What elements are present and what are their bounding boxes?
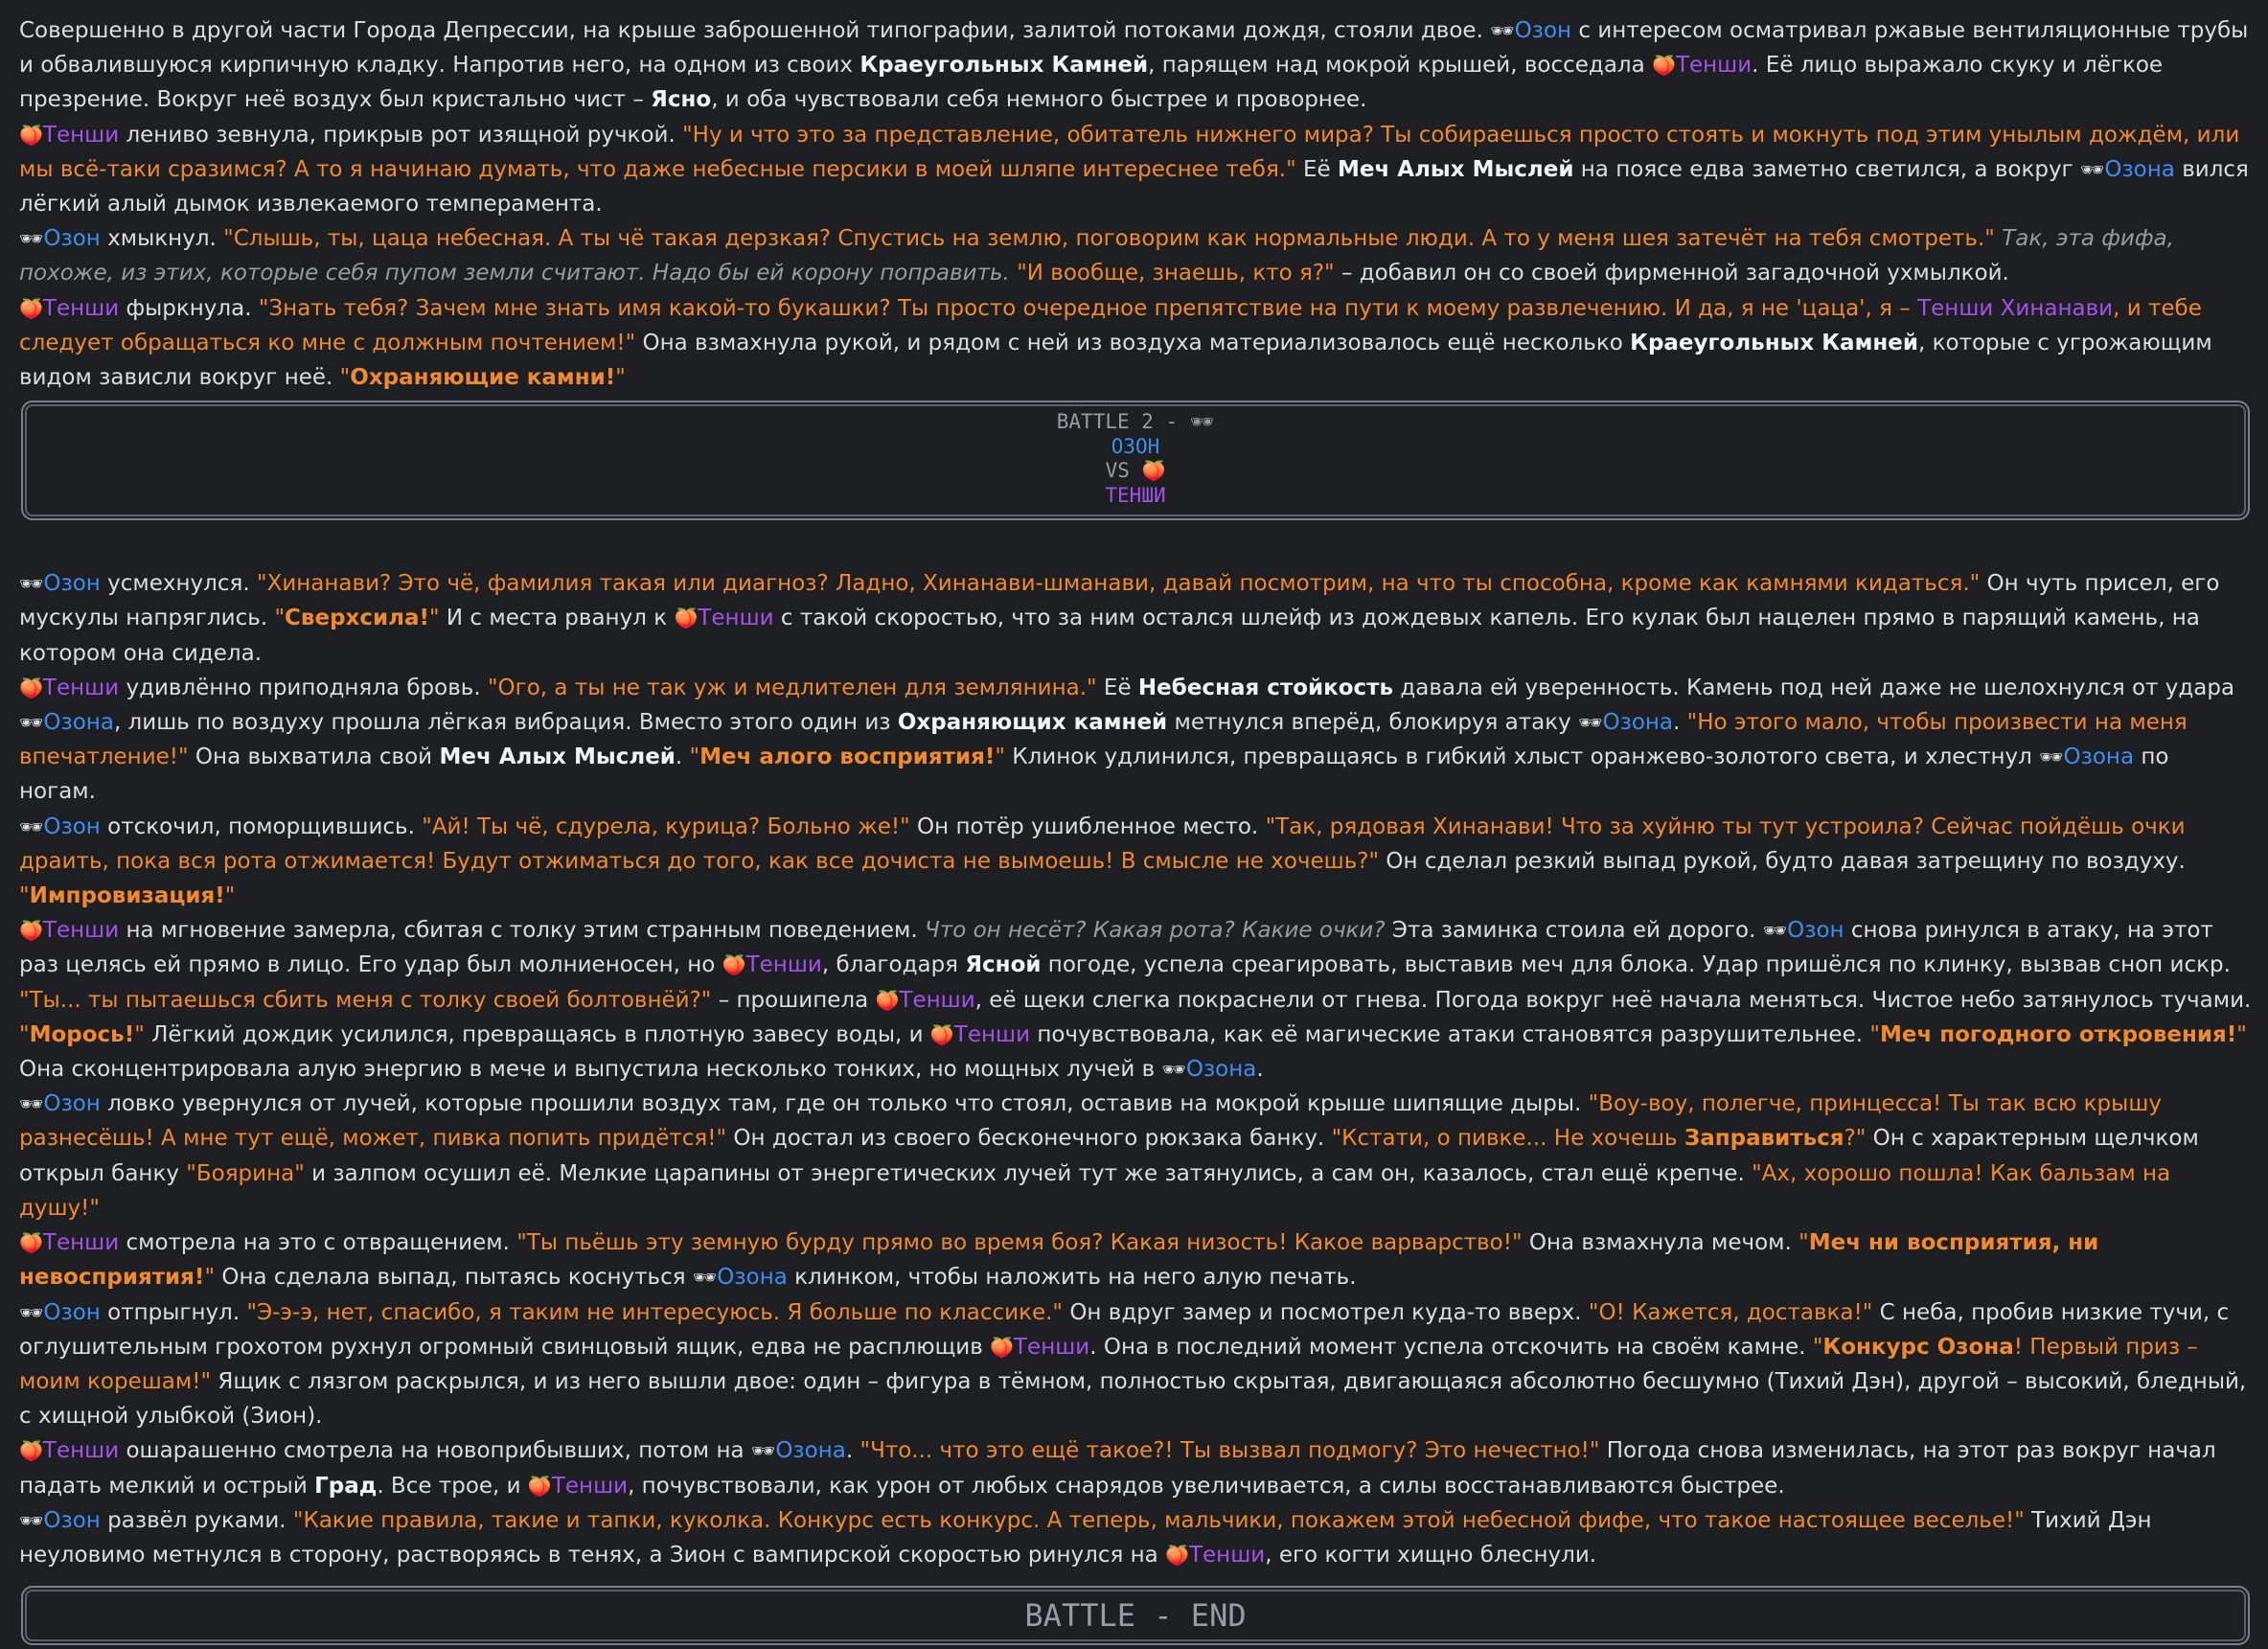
dialogue: " [428,606,440,631]
character-fullname-tenshi: Тенши Хинанави [1917,295,2114,321]
spacer [19,524,2252,566]
sunglasses-icon: 🕶 [19,1508,44,1532]
character-name-tenshi: Тенши [42,1438,120,1464]
narration: Она взмахнула рукой, и рядом с ней из воздуха материализовалось ещё несколько [635,330,1631,355]
dialogue: "Какие правила, такие и тапки, куколка. Конкурс есть конкурс. А теперь, мальчики, покажем этой небесной фифе, что такое настоящее веселье!" [292,1507,2025,1533]
narration: . Её лицо выражало скуку и лёгкое презрение. Вокруг неё воздух был кристально чист – [19,53,2164,113]
narration: Он сделал резкий выпад рукой, будто давая затрещину по воздуху. [1379,848,2186,874]
battle-title: BATTLE 2 - [1056,410,1190,434]
narration: С неба, пробив низкие тучи, с оглушительным грохотом рухнул огромный свинцовый ящик, едва не расплющив [19,1299,2230,1360]
ability-name: Меч Алых Мыслей [1338,156,1574,182]
narration: Лёгкий дождик усилился, превращаясь в плотную завесу воды, и [144,1021,930,1047]
peach-icon: 🍑 [929,1022,954,1046]
narration: удивлённо приподняла бровь. [119,675,488,700]
character-name-ozon: Озона [1602,710,1674,736]
character-name-ozon: Озон [43,1299,101,1325]
narration: , которые с угрожающим видом зависли вокруг неё. [19,330,2212,391]
narration: , и оба чувствовали себя немного быстрее и проворнее. [711,87,1367,113]
character-name-ozon: Озон [43,1091,101,1117]
dialogue: "Но этого мало, чтобы произвести на меня впечатление!" [19,710,2188,770]
character-name-ozon: Озон [43,226,101,252]
dialogue: " [19,1021,30,1047]
dialogue: " [2236,1021,2247,1047]
narration: , почувствовали, как урон от любых снарядов увеличивается, а силы восстанавливаются быстрее. [628,1473,1785,1499]
battle-end-banner [21,1586,2250,1645]
dialogue: "Ай! Ты чё, сдурела, курица? Больно же!" [422,813,910,839]
sunglasses-icon: 🕶 [1578,711,1603,735]
battle-start-banner [21,401,2250,520]
ability-name: Краеугольных Камней [859,53,1149,79]
dialogue: "Ах, хорошо пошла! Как бальзам на душу!" [19,1160,2171,1221]
narration: Ящик с лязгом раскрылся, и из него вышли двое: один – фигура в тёмном, полностью скрытая, двигающаяся абсолютно бесшумно (Тихий Дэн), другой – высокий, бледный, с хищной улыбкой (Зион). [19,1368,2247,1430]
story-paragraph [19,1225,2252,1294]
skill-callout: Меч ни восприятия, ни невосприятия! [19,1230,2099,1291]
skill-callout: Сверхсила! [285,606,429,631]
narration: . [1673,710,1687,736]
character-name-tenshi: Тенши [42,122,120,148]
story-paragraph [19,671,2252,810]
narration: Он с характерным щелчком открыл банку [19,1126,2199,1186]
skill-callout: Импровизация! [29,883,225,909]
story-paragraph [19,1087,2252,1225]
peach-icon: 🍑 [19,296,43,320]
dialogue: "Ого, а ты не так уж и медлителен для землянина." [487,675,1097,700]
narration: Погода снова изменилась, на этот раз вокруг начал падать мелкий и острый [19,1438,2216,1499]
character-name-ozon: Озона [2104,156,2175,182]
peach-icon: 🍑 [1141,459,1166,483]
story-paragraph [19,810,2252,914]
character-name-tenshi: Тенши [42,1230,120,1256]
battle-fighter-ozon: ОЗОН [1111,434,1160,458]
narration: – добавил он со своей фирменной загадочной ухмылкой. [1334,261,2009,286]
narration: , парящем над мокрой крышей, восседала [1148,53,1653,79]
peach-icon: 🍑 [19,676,43,699]
skill-callout: Меч алого восприятия! [699,744,996,770]
character-name-ozon: Озон [1787,918,1844,944]
sunglasses-icon: 🕶 [19,711,44,735]
narration: смотрела на это с отвращением. [119,1230,517,1256]
narration: клинком, чтобы наложить на него алую печать. [787,1265,1357,1291]
battle-fighter-tenshi: ТЕНШИ [1105,483,1166,507]
dialogue: " [615,365,626,391]
character-name-tenshi: Тенши [899,987,975,1013]
character-name-tenshi: Тенши [42,295,120,321]
peach-icon: 🍑 [875,988,900,1012]
narration: Он потёр ушибленное место. [909,813,1266,839]
narration: по ногам. [19,744,2169,805]
narration: Он вдруг замер и посмотрел куда-то вверх. [1063,1299,1589,1325]
sunglasses-icon: 🕶 [19,1300,44,1324]
character-name-tenshi: Тенши [42,675,120,700]
ability-name: Меч Алых Мыслей [439,744,676,770]
dialogue: ?" [1844,1126,1867,1152]
peach-icon: 🍑 [19,1439,43,1463]
character-name-ozon: Озона [1185,1057,1257,1083]
battle-vs: VS [1105,459,1142,483]
dialogue: " [19,883,30,909]
narration: давала ей уверенность. Камень под ней даже не шелохнулся от удара [1393,675,2235,700]
narration: снова ринулся в атаку, на этот раз целясь ей прямо в лицо. Его удар был молниеносен, но [19,918,2213,978]
chat-log [19,13,2252,1649]
narration: Она выхватила свой [188,744,440,770]
skill-callout: Конкурс Озона [1822,1334,2014,1360]
sunglasses-icon: 🕶 [1762,919,1788,943]
sunglasses-icon: 🕶 [2079,157,2105,181]
narration: Она сделала выпад, пытаясь коснуться [215,1265,693,1291]
ability-name: Охраняющих камней [897,710,1168,736]
narration: – прошипела [711,987,876,1013]
dialogue: " [274,606,286,631]
dialogue: "Воу-воу, полегче, принцесса! Ты так всю крышу разнесёшь! А мне тут ещё, может, пивка попить придётся!" [19,1091,2162,1152]
dialogue: " [1798,1230,1809,1256]
dialogue: "Ну и что это за представление, обитатель нижнего мира? Ты собираешься просто стоять и мокнуть под этим унылым дождём, или мы всё-таки сразимся? А то я начинаю думать, что даже небесные персики в моей шляпе интереснее тебя." [19,122,2240,182]
dialogue: " [339,365,351,391]
character-name-tenshi: Тенши [745,952,822,978]
narration: . [1256,1057,1264,1083]
ability-name: Ясно [651,87,712,113]
narration: , лишь по воздуху прошла лёгкая вибрация. Вместо этого один из [113,710,898,736]
narration: Эта заминка стоила ей дорого. [1385,918,1763,944]
ability-name: Град [314,1473,378,1499]
ability-name: Краеугольных Камней [1630,330,1918,355]
dialogue: "Хинанави? Это чё, фамилия такая или диагноз? Ладно, Хинанави-шманави, давай посмотрим, на что ты способна, кроме как камнями кидаться." [256,571,1981,597]
dialogue: "Боярина" [186,1160,305,1186]
narration: фыркнула. [119,295,259,321]
battle-vs-line [23,459,2248,484]
character-name-ozon: Озона [775,1438,846,1464]
dialogue: "Э-э-э, нет, спасибо, я таким не интересуюсь. Я больше по классике." [246,1299,1064,1325]
dialogue: ! Первый приз – моим корешам!" [19,1334,2198,1394]
dialogue: " [134,1021,145,1047]
sunglasses-icon: 🕶 [2039,745,2064,769]
character-name-tenshi: Тенши [1014,1334,1090,1360]
story-part-1 [19,13,2252,395]
narration: метнулся вперёд, блокируя атаку [1167,710,1579,736]
dialogue: " [1869,1021,1880,1047]
story-paragraph [19,13,2252,118]
dialogue: "И вообще, знаешь, кто я?" [1017,261,1335,286]
peach-icon: 🍑 [1652,54,1676,78]
narration: и залпом осушил её. Мелкие царапины от энергетических лучей тут же затянулись, а сам он, казалось, стал ещё крепче. [304,1160,1753,1186]
skill-callout: Охраняющие камни! [350,365,616,391]
narration: на мгновение замерла, сбитая с толку этим странным поведением. [119,918,926,944]
thought: Что он несёт? Какая рота? Какие очки? [925,918,1386,944]
dialogue: " [204,1265,216,1291]
dialogue: "Так, рядовая Хинанави! Что за хуйню ты тут устроила? Сейчас пойдёшь очки драить, пока вся рота отжимается! Будут отжиматься до того, как все дочиста не вымоешь! В смысле не хочешь?" [19,813,2186,874]
peach-icon: 🍑 [19,123,43,147]
dialogue: " [224,883,236,909]
skill-callout: Меч погодного откровения! [1879,1021,2237,1047]
character-name-tenshi: Тенши [1188,1542,1266,1568]
narration: отскочил, поморщившись. [100,813,423,839]
skill-callout: Морось! [29,1021,135,1047]
narration: , её щеки слегка покраснели от гнева. Погода вокруг неё начала меняться. Чистое небо затянулось тучами. [974,987,2252,1013]
story-paragraph [19,1433,2252,1502]
peach-icon: 🍑 [990,1335,1014,1359]
dialogue: "Кстати, о пивке... Не хочешь [1331,1126,1684,1152]
dialogue: "Ты пьёшь эту земную бурду прямо во время боя? Какая низость! Какое варварство!" [516,1230,1523,1256]
battle-end-label: BATTLE - END [1024,1597,1247,1635]
character-name-ozon: Озона [43,710,114,736]
story-paragraph [19,221,2252,290]
story-paragraph [19,566,2252,671]
dialogue: , и тебе следует обращаться ко мне с должным почтением!" [19,295,2202,355]
story-paragraph [19,913,2252,982]
sunglasses-icon: 🕶 [1490,19,1515,42]
thought: Так, эта фифа, похоже, из этих, которые себя пупом земли считают. Надо бы ей корону поправить. [19,226,2174,286]
narration: Её [1295,156,1338,182]
character-name-ozon: Озона [717,1265,788,1291]
narration: Она сконцентрировала алую энергию в мече и выпустила несколько тонких, но мощных лучей в [19,1057,1162,1083]
sunglasses-icon: 🕶 [1161,1058,1186,1082]
narration: на поясе едва заметно светился, а вокруг [1573,156,2080,182]
narration: И с места рванул к [439,606,675,631]
narration: . Все трое, и [377,1473,528,1499]
ability-name: Небесная стойкость [1137,675,1394,700]
story-paragraph [19,1503,2252,1572]
story-paragraph [19,1295,2252,1434]
narration: , благодаря [821,952,966,978]
ability-name: Ясной [965,952,1042,978]
narration: ошарашенно смотрела на новоприбывших, потом на [119,1438,751,1464]
peach-icon: 🍑 [527,1474,552,1498]
dialogue: "Слышь, ты, цаца небесная. А ты чё такая дерзкая? Спустись на землю, поговорим как нормальные люди. А то у меня шея затечёт на тебя смотреть." [223,226,1995,252]
narration: . [845,1438,860,1464]
narration: хмыкнул. [100,226,224,252]
story-paragraph [19,291,2252,396]
character-name-ozon: Озон [1514,18,1572,43]
sunglasses-icon: 🕶 [19,572,44,596]
character-name-tenshi: Тенши [953,1021,1031,1047]
peach-icon: 🍑 [19,919,43,943]
peach-icon: 🍑 [674,607,699,630]
sunglasses-icon: 🕶 [19,227,44,251]
narration: погоде, успела среагировать, выставив меч для блока. Удар пришёлся по клинку, вызвав сноп искр. [1041,952,2231,978]
narration: . [675,744,690,770]
narration: усмехнулся. [100,571,257,597]
sunglasses-icon: 🕶 [1189,410,1215,434]
story-paragraph [19,118,2252,222]
dialogue: "Что... что это ещё такое?! Ты вызвал подмогу? Это нечестно!" [859,1438,1600,1464]
character-name-tenshi: Тенши [698,606,774,631]
character-name-ozon: Озон [43,1507,101,1533]
dialogue: "Знать тебя? Зачем мне знать имя какой-то букашки? Ты просто очередное препятствие на пути к моему развлечению. И да, я не 'цаца', я – [258,295,1918,321]
peach-icon: 🍑 [19,1231,43,1255]
narration: Она взмахнула мечом. [1522,1230,1799,1256]
peach-icon: 🍑 [1165,1543,1189,1567]
character-name-tenshi: Тенши [551,1473,629,1499]
narration: Он чуть присел, его мускулы напряглись. [19,571,2220,631]
narration: ловко увернулся от лучей, которые прошили воздух там, где он только что стоял, оставив на мокрой крыше шипящие дыры. [100,1091,1589,1117]
narration: почувствовала, как её магические атаки становятся разрушительнее. [1030,1021,1870,1047]
narration: Он достал из своего бесконечного рюкзака банку. [726,1126,1332,1152]
dialogue: " [1812,1334,1823,1360]
peach-icon: 🍑 [722,953,746,977]
narration: Её [1096,675,1138,700]
character-name-ozon: Озона [2063,744,2135,770]
dialogue: "О! Кажется, доставка!" [1588,1299,1873,1325]
narration: вился лёгкий алый дымок извлекаемого темперамента. [19,156,2249,218]
narration: лениво зевнула, прикрыв рот изящной ручкой. [119,122,683,148]
narration: Тихий Дэн неуловимо метнулся в сторону, растворяясь в тенях, а Зион с вампирской скоростью ринулся на [19,1507,2152,1568]
character-name-ozon: Озон [43,571,101,597]
narration: с интересом осматривал ржавые вентиляционные трубы и обвалившуюся кирпичную кладку. Напротив него, на одном из своих [19,18,2249,79]
narration: развёл руками. [100,1507,293,1533]
sunglasses-icon: 🕶 [19,814,44,838]
dialogue: "Ты... ты пытаешься сбить меня с толку своей болтовнёй?" [19,987,712,1013]
sunglasses-icon: 🕶 [19,1092,44,1116]
story-paragraph [19,983,2252,1088]
battle-title-line [23,410,2248,435]
character-name-tenshi: Тенши [1675,53,1753,79]
narration: отпрыгнул. [100,1299,247,1325]
character-name-tenshi: Тенши [42,918,120,944]
dialogue: " [995,744,1005,770]
narration: , его когти хищно блеснули. [1265,1542,1597,1568]
dialogue: " [689,744,700,770]
narration: с такой скоростью, что за ним остался шлейф из дождевых капель. Его кулак был нацелен прямо в парящий камень, на котором она сидела. [19,606,2200,666]
sunglasses-icon: 🕶 [692,1266,718,1290]
skill-callout: Заправиться [1684,1126,1844,1152]
narration: Совершенно в другой части Города Депрессии, на крыше заброшенной типографии, залитой потоками дождя, стояли двое. [19,18,1491,43]
sunglasses-icon: 🕶 [750,1439,776,1463]
character-name-ozon: Озон [43,813,101,839]
narration: . Она в последний момент успела отскочить на своём камне. [1089,1334,1813,1360]
story-part-2 [19,566,2252,1572]
narration: Клинок удлинился, превращаясь в гибкий хлыст оранжево-золотого света, и хлестнул [1004,744,2040,770]
